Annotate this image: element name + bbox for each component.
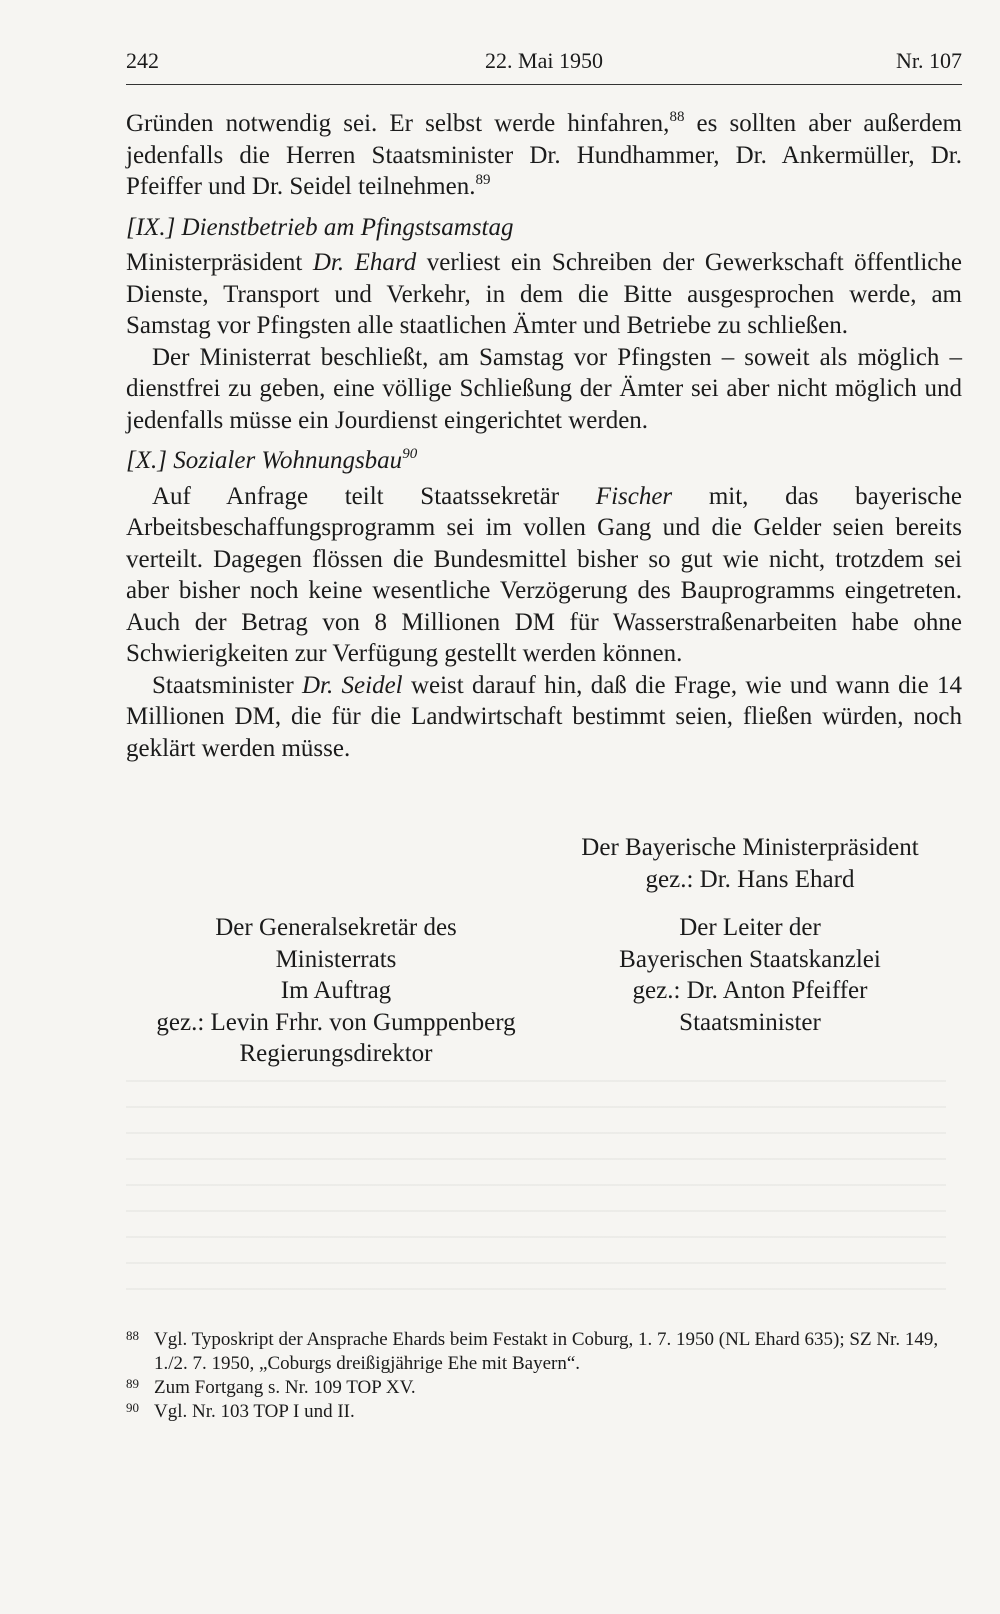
paragraph: Gründen notwendig sei. Er selbst werde hinfahren,$^{88}$ es sollten aber außerdem jedenfalls die Herren Staatsminister Dr. Hundhammer, Dr. Ankermüller, Dr. Pfeiffer und Dr. Seidel teilnehmen.$^{89}$	[126, 109, 962, 200]
footnote	[126, 1376, 962, 1400]
footnotes	[126, 1328, 962, 1424]
paragraph: Der Ministerrat beschließt, am Samstag vor Pfingsten – soweit als möglich – dienstfrei zu geben, eine völlige Schließung der Ämter sei aber nicht möglich und jedenfalls müsse ein Jourdienst eingerichtet werden.	[126, 343, 962, 434]
footnote-text: Vgl. Typoskript der Ansprache Ehards beim Festakt in Coburg, 1. 7. 1950 (NL Ehard 635); SZ Nr. 149, 1./2. 7. 1950, „Coburgs dreißigjährige Ehe mit Bayern“.	[154, 1329, 939, 1374]
person-name: Dr. Seidel	[301, 671, 403, 699]
person-name: Fischer	[595, 482, 673, 510]
section-heading: [X.] Sozialer Wohnungsbau$^{90}$	[126, 446, 418, 474]
footnote-number: 89	[126, 1376, 139, 1391]
footnote-ref[interactable]: 88	[669, 109, 685, 125]
footnote	[126, 1328, 962, 1376]
footnote-number: 88	[126, 1328, 139, 1343]
footnote	[126, 1400, 962, 1424]
footnote-number: 90	[126, 1400, 139, 1415]
body-text	[126, 108, 962, 764]
signature-ministerpraesident: Der Bayerische Ministerpräsident gez.: Dr. Hans Ehard	[581, 834, 919, 893]
page-number: 242	[126, 48, 159, 73]
footnote-ref[interactable]: 89	[475, 172, 491, 188]
footnote-ref[interactable]: 90	[402, 446, 418, 462]
paragraph: Staatsminister Dr. Seidel weist darauf hin, daß die Frage, wie und wann die 14 Millionen DM, die für die Landwirtschaft bestimmt seien, fließen würden, noch geklärt werden müsse.	[126, 671, 962, 762]
signature-generalsekretaer: Der Generalsekretär des Ministerrats Im Auftrag gez.: Levin Frhr. von Gumppenberg Regierungsdirektor	[156, 914, 516, 1067]
footnote-text: Zum Fortgang s. Nr. 109 TOP XV.	[154, 1377, 416, 1398]
signature-staatskanzlei: Der Leiter der Bayerischen Staatskanzlei gez.: Dr. Anton Pfeiffer Staatsminister	[619, 914, 881, 1036]
document-number: Nr. 107	[896, 48, 962, 73]
page-header	[126, 44, 962, 85]
footnote-text: Vgl. Nr. 103 TOP I und II.	[154, 1401, 355, 1422]
person-name: Dr. Ehard	[312, 249, 417, 276]
section-heading: [IX.] Dienstbetrieb am Pfingstsamstag	[126, 213, 514, 241]
header-date: 22. Mai 1950	[485, 48, 603, 73]
paragraph: Ministerpräsident Dr. Ehard verliest ein Schreiben der Gewerkschaft öffentliche Dienste, Transport und Verkehr, in dem die Bitte ausgesprochen werde, am Samstag vor Pfingsten alle staatlichen Ämter und Betriebe zu schließen.	[126, 249, 962, 339]
show-through-bleed	[126, 1080, 946, 1300]
paragraph: Auf Anfrage teilt Staatssekretär Fischer mit, das bayerische Arbeitsbeschaffungsprogramm sei im vollen Gang und die Gelder seien bereits verteilt. Dagegen flössen die Bundesmittel bisher so gut wie nicht, trotzdem sei aber bisher noch keine wesentliche Verzögerung des Bauprogramms eingetreten. Auch der Betrag von 8 Millionen DM für Wasserstraßenarbeiten habe ohne Schwierigkeiten zur Verfügung gestellt werden können.	[126, 482, 962, 667]
